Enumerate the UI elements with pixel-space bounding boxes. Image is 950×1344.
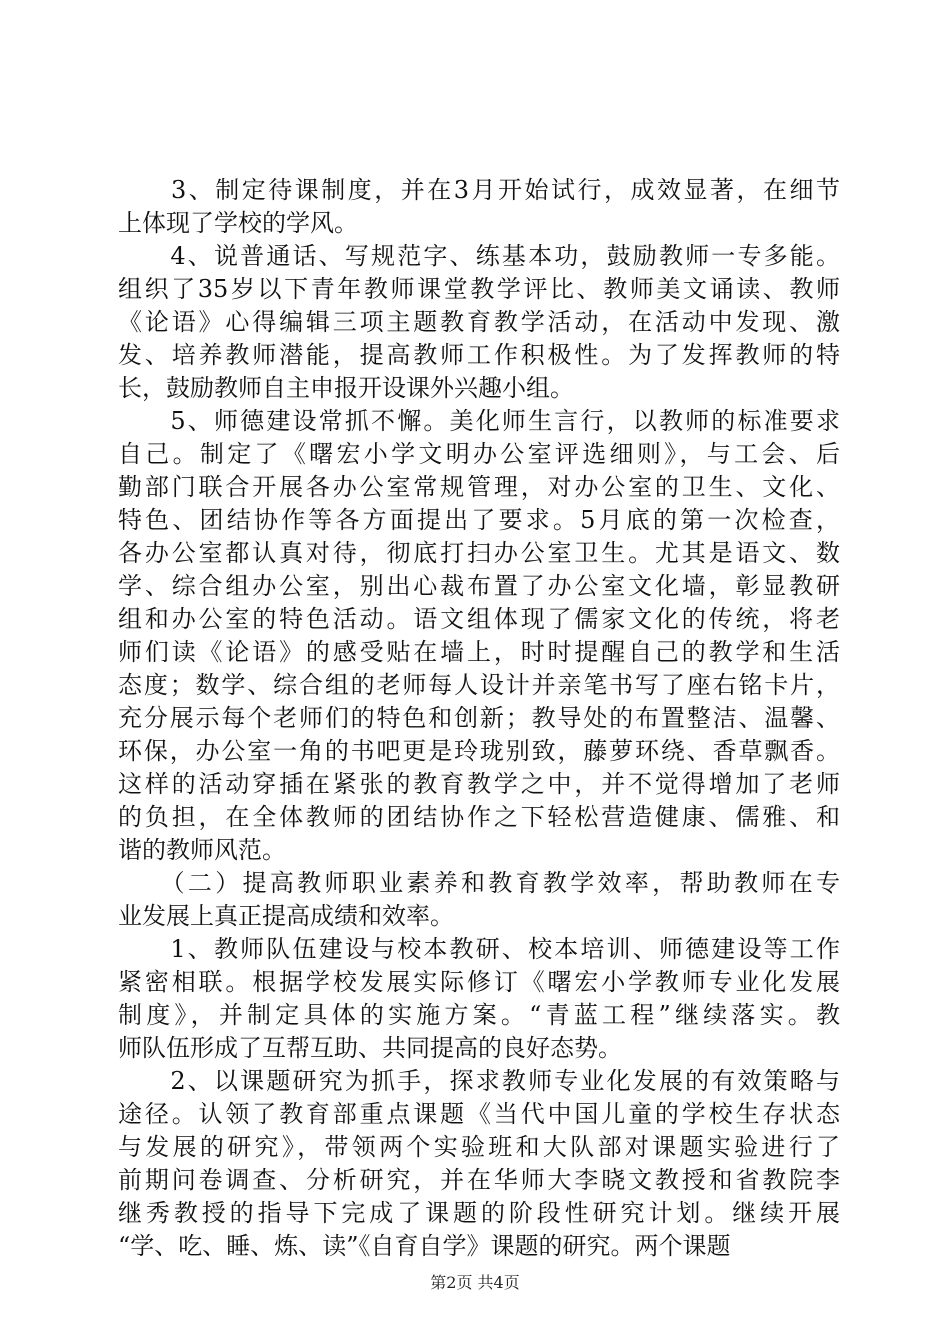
text-line: 的负担，在全体教师的团结协作之下轻松营造健康、儒雅、和 bbox=[118, 803, 840, 831]
text-line: 紧密相联。根据学校发展实际修订《曙宏小学教师专业化发展 bbox=[118, 968, 840, 996]
text-line: 自己。制定了《曙宏小学文明办公室评选细则》，与工会、后 bbox=[118, 440, 840, 468]
text-line: 充分展示每个老师们的特色和创新；教导处的布置整洁、温馨、 bbox=[118, 704, 840, 732]
text-line: 3、制定待课制度，并在3月开始试行，成效显著，在细节 bbox=[118, 176, 840, 204]
text-line: 环保，办公室一角的书吧更是玲珑别致，藤萝环绕、香草飘香。 bbox=[118, 737, 840, 765]
text-line: 制度》，并制定具体的实施方案。“青蓝工程”继续落实。教 bbox=[118, 1001, 840, 1029]
text-line: 态度；数学、综合组的老师每人设计并亲笔书写了座右铭卡片， bbox=[118, 671, 840, 699]
text-line: 谐的教师风范。 bbox=[118, 836, 286, 864]
paragraph bbox=[118, 240, 840, 405]
text-line: 勤部门联合开展各办公室常规管理，对办公室的卫生、文化、 bbox=[118, 473, 840, 501]
text-line: 5、师德建设常抓不懈。美化师生言行，以教师的标准要求 bbox=[118, 407, 840, 435]
text-line: 《论语》心得编辑三项主题教育教学活动，在活动中发现、激 bbox=[118, 308, 840, 336]
text-line: 这样的活动穿插在紧张的教育教学之中，并不觉得增加了老师 bbox=[118, 770, 840, 798]
paragraph bbox=[118, 933, 840, 1065]
text-line: 组和办公室的特色活动。语文组体现了儒家文化的传统，将老 bbox=[118, 605, 840, 633]
text-line: 上体现了学校的学风。 bbox=[118, 209, 358, 237]
text-line: 各办公室都认真对待，彻底打扫办公室卫生。尤其是语文、数 bbox=[118, 539, 840, 567]
text-line: 学、综合组办公室，别出心裁布置了办公室文化墙，彰显教研 bbox=[118, 572, 840, 600]
text-line: 师们读《论语》的感受贴在墙上，时时提醒自己的教学和生活 bbox=[118, 638, 840, 666]
paragraph bbox=[118, 867, 840, 933]
paragraph bbox=[118, 174, 840, 240]
paragraph bbox=[118, 405, 840, 867]
text-line: 继秀教授的指导下完成了课题的阶段性研究计划。继续开展 bbox=[118, 1199, 840, 1227]
text-line: 与发展的研究》，带领两个实验班和大队部对课题实验进行了 bbox=[118, 1133, 840, 1161]
text-line: 师队伍形成了互帮互助、共同提高的良好态势。 bbox=[118, 1034, 622, 1062]
text-line: 特色、团结协作等各方面提出了要求。5月底的第一次检查， bbox=[118, 506, 840, 534]
text-line: 发、培养教师潜能，提高教师工作积极性。为了发挥教师的特 bbox=[118, 341, 840, 369]
text-line: 业发展上真正提高成绩和效率。 bbox=[118, 902, 454, 930]
text-line: 长，鼓励教师自主申报开设课外兴趣小组。 bbox=[118, 374, 574, 402]
text-line: 1、教师队伍建设与校本教研、校本培训、师德建设等工作 bbox=[118, 935, 840, 963]
text-line: （二）提高教师职业素养和教育教学效率，帮助教师在专 bbox=[118, 869, 840, 897]
paragraph bbox=[118, 1065, 840, 1263]
page-footer: 第2页 共4页 bbox=[430, 1273, 520, 1292]
text-line: 2、以课题研究为抓手，探求教师专业化发展的有效策略与 bbox=[118, 1067, 840, 1095]
text-line: 途径。认领了教育部重点课题《当代中国儿童的学校生存状态 bbox=[118, 1100, 840, 1128]
text-line: “学、吃、睡、炼、读”《自育自学》课题的研究。两个课题 bbox=[118, 1232, 731, 1260]
text-line: 4、说普通话、写规范字、练基本功，鼓励教师一专多能。 bbox=[118, 242, 840, 270]
text-line: 组织了35岁以下青年教师课堂教学评比、教师美文诵读、教师 bbox=[118, 275, 840, 303]
body-text bbox=[118, 174, 840, 1263]
text-line: 前期问卷调查、分析研究，并在华师大李晓文教授和省教院李 bbox=[118, 1166, 840, 1194]
